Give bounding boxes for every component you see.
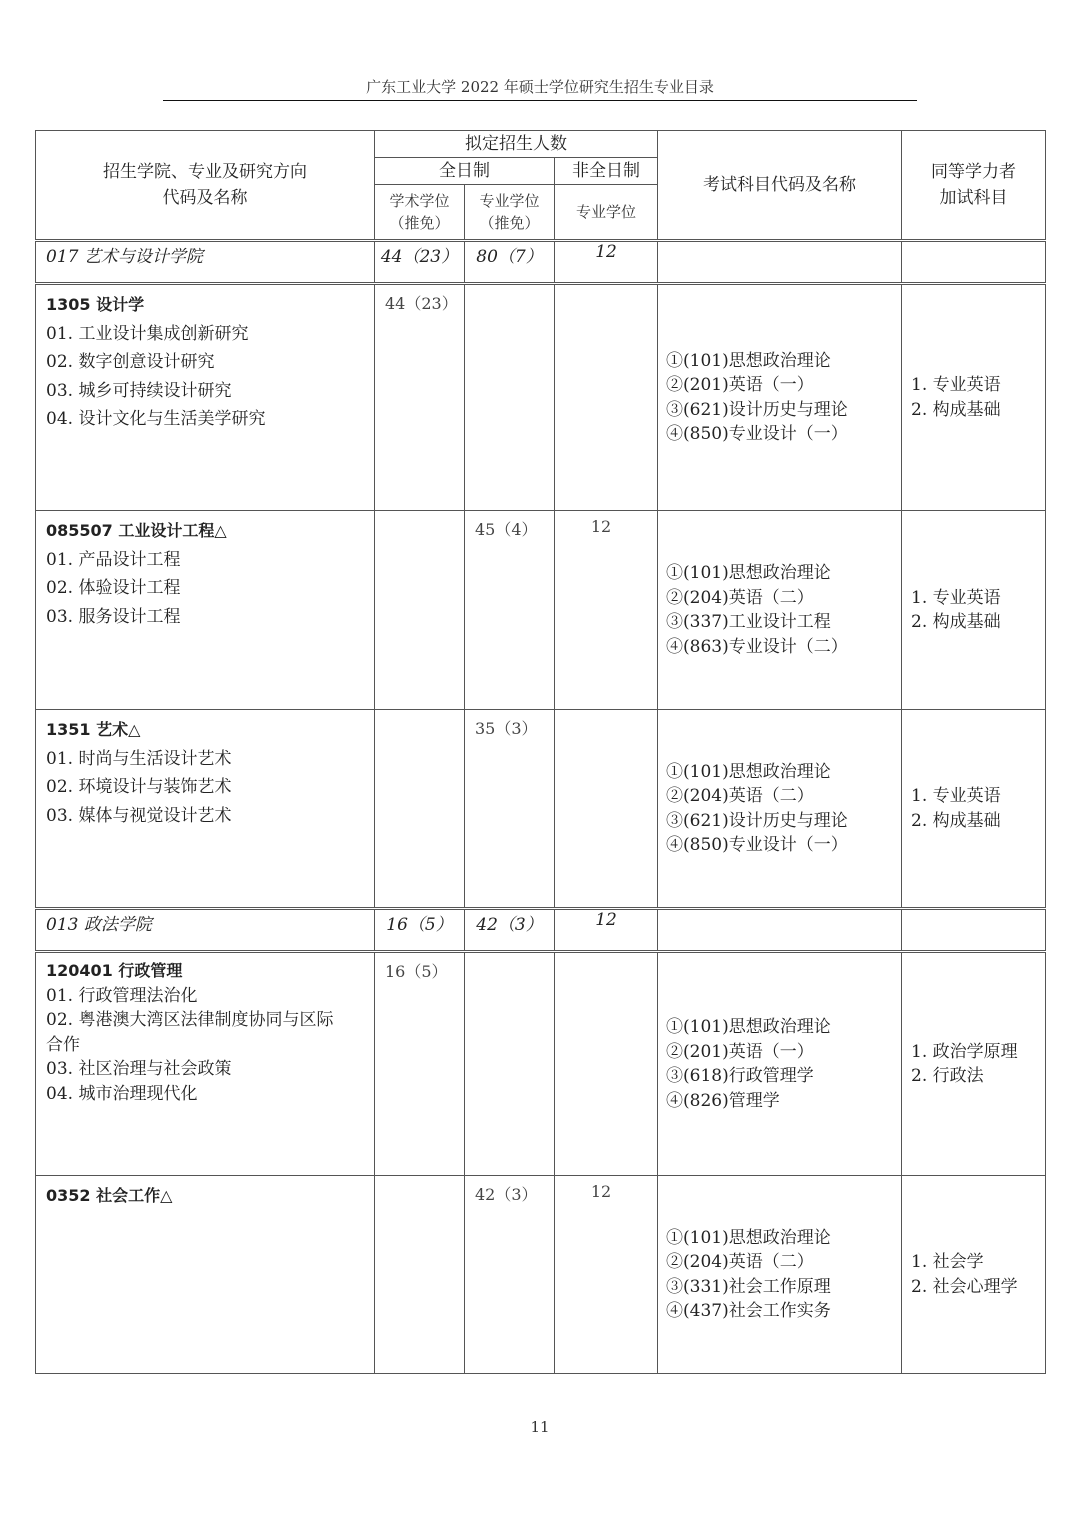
direction-item: 02. 数字创意设计研究	[46, 352, 215, 372]
major-additional	[902, 1176, 1046, 1374]
direction-item: 04. 设计文化与生活美学研究	[46, 409, 266, 429]
direction-item: 04. 城市治理现代化	[46, 1083, 198, 1104]
college-name: 017 艺术与设计学院	[36, 241, 375, 284]
major-row	[36, 511, 1046, 710]
major-title: 0352 社会工作△	[46, 1186, 173, 1205]
exam-item: ②(204)英语（二）	[666, 587, 814, 608]
major-title: 085507 工业设计工程△	[46, 521, 227, 540]
col-academic-line-2: （推免）	[389, 214, 450, 232]
major-parttime: 12	[555, 1176, 658, 1374]
col-exam-header: 考试科目代码及名称	[658, 131, 902, 241]
exam-item: ②(201)英语（一）	[666, 1041, 814, 1062]
exam-item: ③(331)社会工作原理	[666, 1276, 831, 1297]
direction-item: 03. 社区治理与社会政策	[46, 1059, 232, 1079]
col-additional-header	[902, 131, 1046, 241]
additional-item: 1. 政治学原理	[911, 1041, 1018, 1062]
exam-item: ②(204)英语（二）	[666, 786, 814, 806]
direction-item: 01. 工业设计集成创新研究	[46, 323, 249, 344]
major-exams	[658, 710, 902, 909]
direction-item: 02. 环境设计与装饰艺术	[46, 777, 232, 797]
major-academic	[375, 710, 465, 909]
major-info	[36, 284, 375, 511]
major-exams	[658, 1176, 902, 1374]
major-academic	[375, 1176, 465, 1374]
major-parttime: 12	[555, 511, 658, 710]
college-parttime: 12	[555, 909, 658, 952]
college-professional: 80（7）	[465, 241, 555, 284]
direction-item: 03. 服务设计工程	[46, 606, 181, 627]
major-professional: 42（3）	[465, 1176, 555, 1374]
exam-item: ①(101)思想政治理论	[666, 350, 831, 371]
col-fulltime-header: 全日制	[375, 158, 555, 185]
major-info	[36, 511, 375, 710]
major-parttime	[555, 952, 658, 1176]
exam-item: ④(826)管理学	[666, 1090, 780, 1111]
major-info	[36, 710, 375, 909]
major-additional	[902, 710, 1046, 909]
col-professional-line-1: 专业学位	[479, 192, 540, 210]
page-header: 广东工业大学 2022 年硕士学位研究生招生专业目录	[163, 76, 917, 101]
major-additional	[902, 284, 1046, 511]
col-academic-line-1: 学术学位	[389, 192, 450, 210]
college-row	[36, 241, 1046, 284]
additional-item: 1. 专业英语	[911, 375, 1001, 395]
exam-item: ④(850)专业设计（一）	[666, 835, 848, 855]
major-exams	[658, 952, 902, 1176]
college-exam-empty	[658, 241, 902, 284]
exam-item: ④(437)社会工作实务	[666, 1301, 831, 1321]
major-row	[36, 284, 1046, 511]
college-additional-empty	[902, 909, 1046, 952]
college-academic: 44（23）	[375, 241, 465, 284]
college-additional-empty	[902, 241, 1046, 284]
direction-item: 01. 产品设计工程	[46, 549, 181, 570]
major-exams	[658, 511, 902, 710]
additional-item: 2. 社会心理学	[911, 1276, 1018, 1297]
major-title: 1305 设计学	[46, 295, 145, 314]
major-additional	[902, 952, 1046, 1176]
direction-item: 03. 媒体与视觉设计艺术	[46, 805, 232, 826]
additional-item: 1. 专业英语	[911, 587, 1001, 608]
col-professional-header	[465, 185, 555, 241]
exam-item: ④(863)专业设计（二）	[666, 636, 848, 657]
col-additional-line-2: 加试科目	[939, 188, 1008, 208]
additional-item: 1. 专业英语	[911, 786, 1001, 806]
college-academic: 16（5）	[375, 909, 465, 952]
major-parttime	[555, 710, 658, 909]
page-number: 11	[530, 1418, 550, 1436]
major-row	[36, 1176, 1046, 1374]
exam-item: ①(101)思想政治理论	[666, 1017, 831, 1037]
exam-item: ①(101)思想政治理论	[666, 563, 831, 583]
major-title: 120401 行政管理	[46, 961, 183, 980]
exam-item: ③(621)设计历史与理论	[666, 399, 848, 420]
college-professional: 42（3）	[465, 909, 555, 952]
college-parttime: 12	[555, 241, 658, 284]
major-professional	[465, 952, 555, 1176]
col-major-line-1: 招生学院、专业及研究方向	[103, 162, 307, 182]
exam-item: ②(204)英语（二）	[666, 1252, 814, 1272]
exam-item: ①(101)思想政治理论	[666, 1227, 831, 1248]
major-parttime	[555, 284, 658, 511]
major-info	[36, 952, 375, 1176]
direction-item: 合作	[46, 1034, 80, 1055]
col-academic-header	[375, 185, 465, 241]
direction-item: 01. 时尚与生活设计艺术	[46, 748, 232, 769]
major-exams	[658, 284, 902, 511]
major-academic	[375, 511, 465, 710]
major-academic: 44（23）	[375, 284, 465, 511]
major-info	[36, 1176, 375, 1374]
additional-item: 2. 构成基础	[911, 612, 1001, 632]
enrollment-catalog-table	[35, 130, 1046, 1374]
direction-item: 02. 粤港澳大湾区法律制度协同与区际	[46, 1010, 334, 1030]
exam-item: ③(337)工业设计工程	[666, 612, 831, 632]
col-professional-line-2: （推免）	[479, 214, 540, 232]
major-row	[36, 952, 1046, 1176]
direction-item: 03. 城乡可持续设计研究	[46, 380, 232, 401]
exam-item: ④(850)专业设计（一）	[666, 424, 848, 444]
additional-item: 2. 行政法	[911, 1066, 984, 1086]
major-row	[36, 710, 1046, 909]
major-professional: 45（4）	[465, 511, 555, 710]
college-name: 013 政法学院	[36, 909, 375, 952]
major-professional: 35（3）	[465, 710, 555, 909]
col-enroll-header: 拟定招生人数	[375, 131, 658, 158]
col-parttime-header: 非全日制	[555, 158, 658, 185]
major-professional	[465, 284, 555, 511]
col-major-header	[36, 131, 375, 241]
major-title: 1351 艺术△	[46, 720, 141, 739]
additional-item: 1. 社会学	[911, 1252, 984, 1272]
major-additional	[902, 511, 1046, 710]
col-additional-line-1: 同等学力者	[931, 162, 1017, 182]
exam-item: ②(201)英语（一）	[666, 375, 814, 395]
exam-item: ①(101)思想政治理论	[666, 761, 831, 782]
additional-item: 2. 构成基础	[911, 399, 1001, 420]
major-academic: 16（5）	[375, 952, 465, 1176]
additional-item: 2. 构成基础	[911, 810, 1001, 831]
col-professional-pt-header: 专业学位	[555, 185, 658, 241]
exam-item: ③(618)行政管理学	[666, 1066, 814, 1086]
direction-item: 01. 行政管理法治化	[46, 985, 198, 1006]
college-row	[36, 909, 1046, 952]
header-row-1	[36, 131, 1046, 158]
col-major-line-2: 代码及名称	[162, 188, 248, 208]
college-exam-empty	[658, 909, 902, 952]
exam-item: ③(621)设计历史与理论	[666, 810, 848, 831]
direction-item: 02. 体验设计工程	[46, 578, 181, 598]
